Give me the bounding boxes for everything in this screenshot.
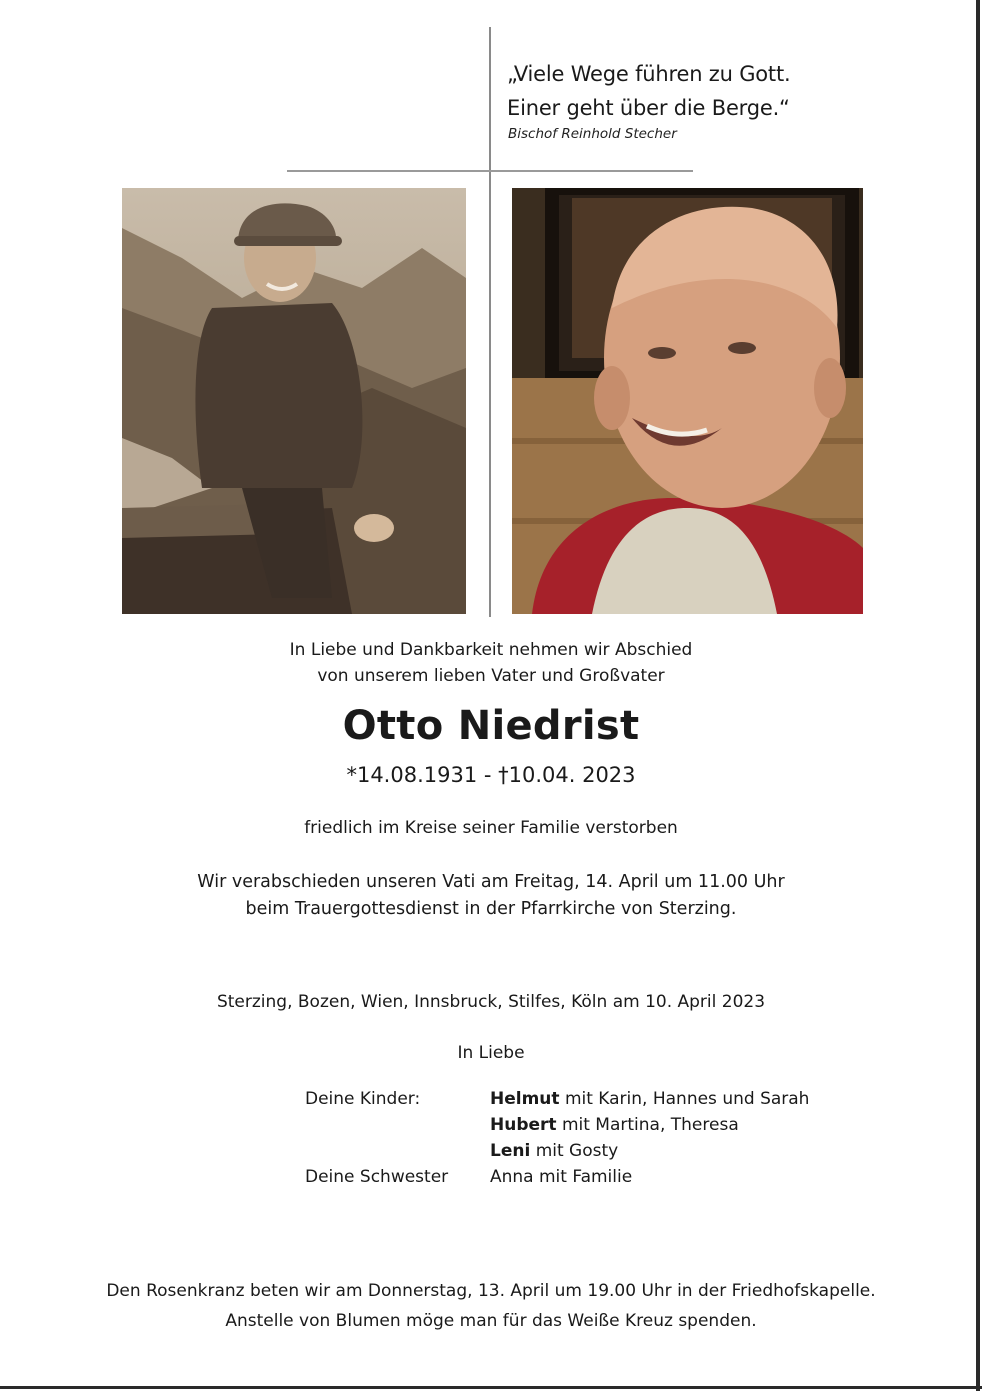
child-1-name: Helmut	[490, 1089, 560, 1109]
page-border-bottom	[0, 1386, 982, 1389]
quote	[507, 57, 790, 125]
child-3	[490, 1141, 618, 1161]
intro-line-1: In Liebe und Dankbarkeit nehmen wir Abschied	[289, 640, 693, 660]
photo-young-mountaineer	[122, 188, 466, 614]
quote-line-2: Einer geht über die Berge.“	[507, 96, 790, 120]
child-1	[490, 1089, 809, 1109]
sister-label: Deine Schwester	[305, 1167, 449, 1187]
intro-text	[0, 637, 982, 689]
places-date: Sterzing, Bozen, Wien, Innsbruck, Stilfes, Köln am 10. April 2023	[216, 992, 766, 1012]
quote-author: Bischof Reinhold Stecher	[508, 126, 677, 142]
child-1-rest: mit Karin, Hannes und Sarah	[564, 1089, 810, 1109]
child-2-name: Hubert	[490, 1115, 557, 1135]
photo-elderly-man	[512, 188, 863, 614]
child-3-name: Leni	[490, 1141, 531, 1161]
footer-line-2: Anstelle von Blumen möge man für das Weiße Kreuz spenden.	[225, 1311, 757, 1331]
in-love: In Liebe	[457, 1043, 525, 1063]
child-2	[490, 1115, 739, 1135]
children-label: Deine Kinder:	[305, 1089, 421, 1109]
deceased-dates: *14.08.1931 - †10.04. 2023	[346, 763, 636, 787]
child-2-rest: mit Martina, Theresa	[561, 1115, 739, 1135]
page-border-right	[976, 0, 980, 1391]
footer-line-1: Den Rosenkranz beten wir am Donnerstag, 13. April um 19.00 Uhr in der Friedhofskapelle.	[106, 1281, 876, 1301]
sister-value: Anna mit Familie	[490, 1167, 633, 1187]
funeral-info	[0, 869, 982, 923]
cross-vertical-line	[489, 27, 491, 617]
deceased-name: Otto Niedrist	[342, 703, 640, 749]
funeral-line-1: Wir verabschieden unseren Vati am Freitag, 14. April um 11.00 Uhr	[197, 872, 785, 892]
footer-text	[0, 1276, 982, 1336]
child-3-rest: mit Gosty	[535, 1141, 619, 1161]
funeral-line-2: beim Trauergottesdienst in der Pfarrkirche von Sterzing.	[245, 899, 737, 919]
died-text: friedlich im Kreise seiner Familie verstorben	[304, 818, 678, 838]
cross-horizontal-line	[287, 170, 693, 172]
quote-line-1: „Viele Wege führen zu Gott.	[507, 62, 791, 86]
intro-line-2: von unserem lieben Vater und Großvater	[317, 666, 665, 686]
